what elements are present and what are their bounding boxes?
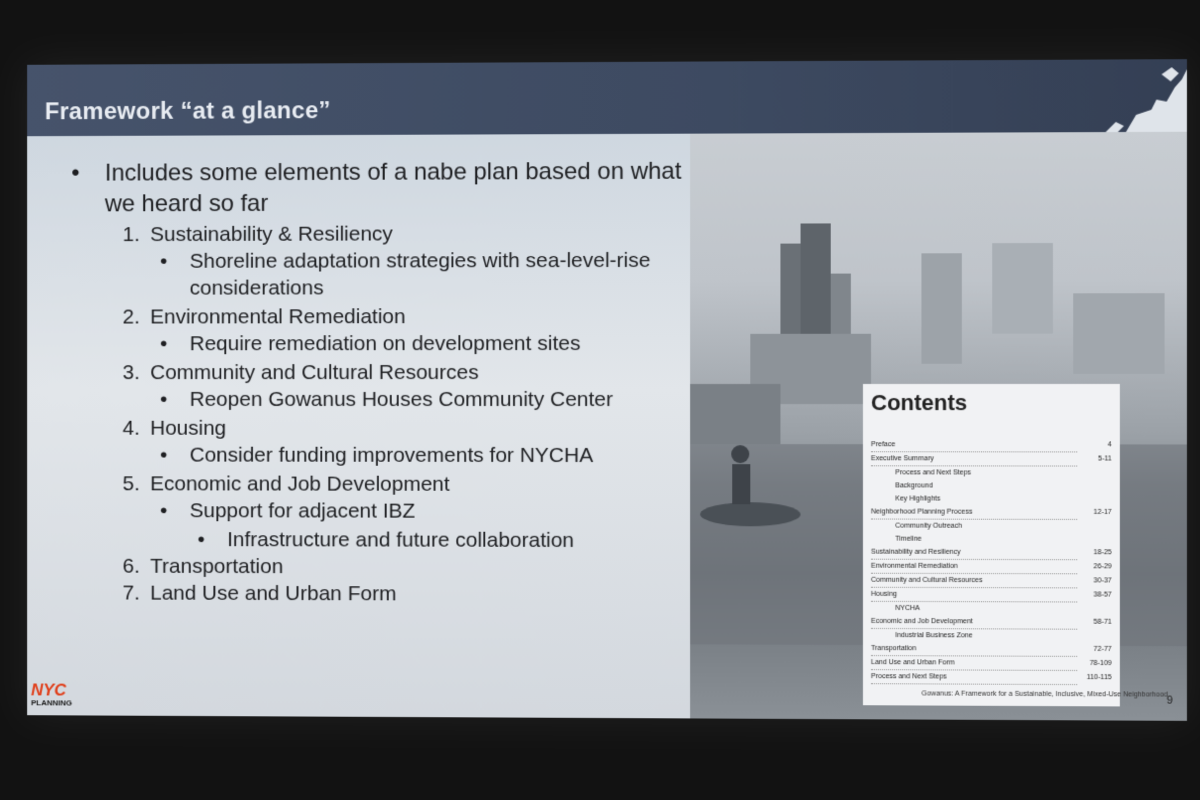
toc-row bbox=[871, 533, 1112, 547]
toc-page bbox=[1081, 493, 1111, 506]
toc-row bbox=[871, 670, 1112, 685]
toc-page bbox=[1081, 520, 1111, 533]
toc-label: Preface bbox=[871, 438, 1077, 452]
toc-page: 5-11 bbox=[1098, 455, 1112, 463]
toc-label: Background bbox=[895, 482, 933, 490]
sub-bullet: • Require remediation on development sites bbox=[160, 332, 581, 356]
toc-page: 26-29 bbox=[1093, 563, 1112, 571]
item-label: Community and Cultural Resources bbox=[150, 361, 479, 385]
sub-bullet-text: Support for adjacent IBZ bbox=[189, 499, 416, 523]
toc-page bbox=[1081, 603, 1111, 616]
item-number: 1. bbox=[122, 223, 140, 247]
intro-text: Includes some elements of a nabe plan based on what we heard so far bbox=[104, 157, 682, 218]
sub-bullet: • Shoreline adaptation strategies with sea-level-rise considerations bbox=[71, 247, 697, 302]
item-label: Economic and Job Development bbox=[150, 472, 450, 496]
toc-page bbox=[1081, 630, 1111, 643]
sub-bullet-text: Reopen Gowanus Houses Community Center bbox=[189, 387, 614, 412]
toc-label: Neighborhood Planning Process bbox=[871, 505, 1077, 519]
toc-row bbox=[871, 492, 1112, 505]
toc-page: 72-77 bbox=[1093, 645, 1112, 653]
toc-row bbox=[871, 574, 1112, 589]
toc-label: Process and Next Steps bbox=[871, 670, 1077, 685]
toc-page: 30-37 bbox=[1093, 577, 1112, 585]
toc-page: 78-109 bbox=[1089, 659, 1112, 668]
toc-row bbox=[871, 656, 1112, 671]
toc-page bbox=[1081, 480, 1111, 493]
toc-page bbox=[1081, 533, 1111, 546]
sub-bullet-text: Shoreline adaptation strategies with sea-level-rise considerations bbox=[189, 248, 651, 300]
nyc-map-graphic bbox=[1065, 59, 1187, 132]
sub-bullet: • Support for adjacent IBZ bbox=[160, 499, 416, 523]
item-number: 7. bbox=[122, 581, 140, 605]
toc-row bbox=[871, 438, 1112, 452]
toc-label: Environmental Remediation bbox=[871, 560, 1077, 575]
item-label: Transportation bbox=[150, 554, 284, 579]
slide-title: Framework “at a glance” bbox=[44, 97, 331, 126]
toc-page: 58-71 bbox=[1093, 618, 1112, 626]
toc-row bbox=[871, 466, 1112, 479]
toc-label: Transportation bbox=[871, 642, 1077, 657]
toc-page bbox=[1081, 467, 1111, 480]
item-label: Environmental Remediation bbox=[150, 305, 406, 329]
item-number: 5. bbox=[122, 472, 140, 496]
toc-row bbox=[871, 452, 1112, 466]
toc-label: Sustainability and Resiliency bbox=[871, 546, 1077, 561]
sub-bullet: • Consider funding improvements for NYCHA bbox=[160, 443, 594, 467]
toc-row bbox=[871, 505, 1112, 520]
image-caption: Gowanus: A Framework for a Sustainable, Inclusive, Mixed-Use Neighborhood bbox=[921, 690, 1168, 699]
toc-label: Key Highlights bbox=[895, 495, 941, 503]
numbered-item bbox=[71, 470, 697, 498]
toc-row bbox=[871, 615, 1112, 630]
contents-panel bbox=[863, 384, 1120, 706]
toc-label: Executive Summary bbox=[871, 452, 1077, 466]
toc-label: Process and Next Steps bbox=[895, 469, 972, 477]
title-bar bbox=[27, 59, 1187, 136]
toc-row bbox=[871, 479, 1112, 492]
item-label: Land Use and Urban Form bbox=[150, 581, 397, 606]
nyc-planning-logo: NYC PLANNING bbox=[31, 680, 73, 708]
toc-page: 110-115 bbox=[1086, 674, 1112, 682]
item-number: 6. bbox=[122, 554, 140, 578]
report-cover-image bbox=[690, 132, 1187, 721]
toc-row bbox=[871, 602, 1112, 616]
numbered-item bbox=[71, 553, 697, 582]
toc-page: 4 bbox=[1107, 441, 1112, 449]
sub-sub-bullet: • Infrastructure and future collaboration bbox=[197, 528, 575, 552]
toc-label: Timeline bbox=[895, 535, 922, 543]
toc-label: Community and Cultural Resources bbox=[871, 574, 1077, 589]
toc-row bbox=[871, 560, 1112, 575]
item-number: 2. bbox=[122, 305, 140, 329]
sub-bullet-text: Require remediation on development sites bbox=[189, 332, 581, 356]
toc-row bbox=[871, 520, 1112, 534]
numbered-item bbox=[71, 579, 697, 608]
item-number: 3. bbox=[122, 361, 140, 385]
toc-page: 38-57 bbox=[1093, 591, 1112, 599]
numbered-item bbox=[71, 303, 697, 331]
numbered-item bbox=[71, 220, 697, 248]
numbered-item bbox=[71, 415, 697, 442]
presentation-slide bbox=[27, 59, 1187, 721]
item-number: 4. bbox=[122, 416, 140, 440]
toc-row bbox=[871, 546, 1112, 561]
item-label: Housing bbox=[150, 416, 227, 440]
toc-label: Industrial Business Zone bbox=[895, 632, 973, 640]
sub-bullet-text: Consider funding improvements for NYCHA bbox=[189, 443, 594, 467]
toc-label: Housing bbox=[871, 588, 1077, 603]
numbered-item bbox=[71, 359, 697, 386]
toc-label: Community Outreach bbox=[895, 522, 962, 530]
toc-row bbox=[871, 629, 1112, 643]
item-label: Sustainability & Resiliency bbox=[150, 222, 393, 246]
contents-heading: Contents bbox=[871, 390, 968, 416]
toc-row bbox=[871, 642, 1112, 657]
sub-bullet: • Reopen Gowanus Houses Community Center bbox=[71, 386, 697, 413]
toc-label: Land Use and Urban Form bbox=[871, 656, 1077, 671]
page-number: 9 bbox=[1166, 694, 1173, 707]
bullet-list bbox=[71, 156, 697, 609]
toc-page: 12-17 bbox=[1093, 508, 1112, 516]
toc-page: 18-25 bbox=[1093, 549, 1112, 557]
sub-sub-bullet-text: Infrastructure and future collaboration bbox=[227, 528, 575, 552]
intro-bullet: • Includes some elements of a nabe plan based on what we heard so far bbox=[71, 156, 697, 220]
toc-row bbox=[871, 588, 1112, 603]
toc-label: Economic and Job Development bbox=[871, 615, 1077, 630]
toc-label: NYCHA bbox=[895, 604, 920, 613]
